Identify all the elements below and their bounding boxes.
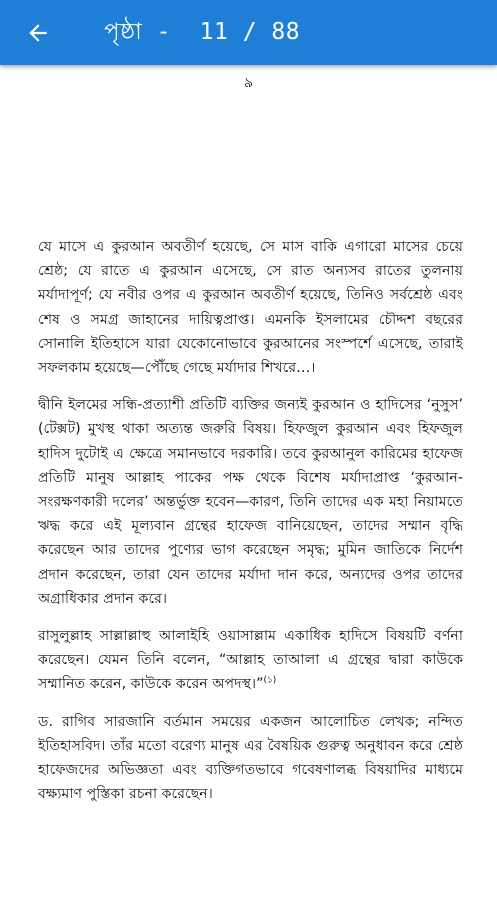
paragraph-text: যে মাসে এ কুরআন অবতীর্ণ হয়েছে, সে মাস বাকি এগারো মাসের চেয়ে শ্রেষ্ঠ; যে রাতে এ কুরআন এসেছে, সে রাত অন্যসব রাতের তুলনায় মর্যাদাপূর্ণ; যে নবীর ওপর এ কুরআন অবতীর্ণ হয়েছে, তিনিও সর্বশ্রেষ্ঠ এবং শেষ ও সমগ্র জাহানের দায়িত্বপ্রাপ্ত। এমনকি ইসলামের চৌদ্দশ বছরের সোনালি ইতিহাসে যারা যেকোনোভাবে কুরআনের সংস্পর্শে এসেছে, তারাই সফলকাম হয়েছে—পৌঁছে গেছে মর্যাদার শিখরে…। (38, 239, 463, 377)
arrow-left-icon (25, 20, 51, 46)
paragraph-text: ড. রাগিব সারজানি বর্তমান সময়ের একজন আলোচিত লেখক; নন্দিত ইতিহাসবিদ। তাঁর মতো বরেণ্য মানুষ এর বৈষয়িক গুরুত্ব অনুধাবন করে শ্রেষ্ঠ হাফেজদের অভিজ্ঞতা এবং ব্যক্তিগতভাবে গবেষণালব্ধ বিষয়াদির মাধ্যমে বক্ষ্যমাণ পুস্তিকা রচনা করেছেন। (38, 713, 463, 803)
back-button[interactable] (8, 3, 68, 63)
paragraph (38, 710, 463, 807)
document-body (38, 235, 463, 819)
page-title: পৃষ্ঠা - 11 / 88 (104, 19, 301, 45)
app-bar (0, 0, 497, 65)
document-page[interactable] (0, 65, 497, 900)
paragraph (38, 235, 463, 380)
paragraph (38, 393, 463, 611)
page-number: ৯ (243, 75, 254, 91)
footnote-marker[interactable]: (১) (263, 675, 277, 686)
paragraph-text: রাসুলুল্লাহ সাল্লাল্লাহু আলাইহি ওয়াসাল্লাম একাধিক হাদিসে বিষয়টি বর্ণনা করেছেন। যেমন তিনি বলেন, “আল্লাহ তাআলা এ গ্রন্থের দ্বারা কাউকে সম্মানিত করেন, কাউকে করেন অপদস্থ।” (38, 628, 463, 693)
paragraph-text: দ্বীনি ইলমের সন্ধি-প্রত্যাশী প্রতিটি ব্যক্তির জন্যই কুরআন ও হাদিসের ‘নুসুস’ (টেক্সট) মুখস্থ থাকা অত্যন্ত জরুরি বিষয়। হিফজুল কুরআন এবং হিফজুল হাদিস দুটোই এ ক্ষেত্রে সমানভাবে দরকারি। তবে কুরআনুল কারিমের হাফেজ প্রতিটি মানুষ আল্লাহ পাকের পক্ষ থেকে বিশেষ মর্যাদাপ্রাপ্ত ‘কুরআন-সংরক্ষণকারী দলের’ অন্তর্ভুক্ত হবেন—কারণ, তিনি তাদের এক মহা নিয়ামতে ঋদ্ধ করে এই মূল্যবান গ্রন্থের হাফেজ বানিয়েছেন, তাদের সম্মান বৃদ্ধি করেছেন আর তাদের পুণ্যের ভাগ করেছেন সমৃদ্ধ; মুমিন জাতিকে নির্দেশ প্রদান করেছেন, তারা যেন তাদের মর্যাদা দান করে, অন্যদের ওপর তাদের অগ্রাধিকার প্রদান করে। (38, 397, 463, 607)
paragraph (38, 624, 463, 697)
